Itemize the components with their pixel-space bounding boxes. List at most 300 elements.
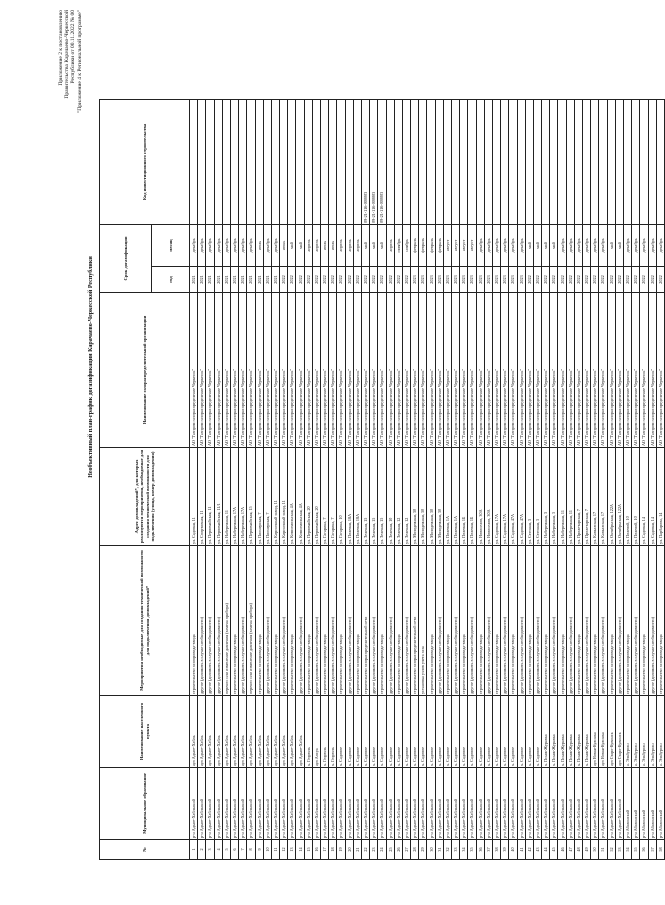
year-cell: 2022 (345, 267, 353, 293)
operator-cell: АО "Газпром газораспределение Черкесск" (632, 293, 640, 448)
month-cell: август (443, 224, 451, 266)
operator-cell: АО "Газпром газораспределение Черкесск" (591, 293, 599, 448)
operator-cell: АО "Газпром газораспределение Черкесск" (411, 293, 419, 448)
address-cell: ул. Кирпичный завод, 11 (280, 448, 288, 546)
row-number: 14 (296, 840, 304, 860)
table-row (255, 99, 263, 859)
settlement-cell: х. Садовое (468, 696, 476, 768)
address-cell: ул. Комсомольская, 4А (296, 448, 304, 546)
address-cell: ул. Полевая, 18А (353, 448, 361, 546)
activity-cell: строительство газопровода-ввода (394, 546, 402, 696)
table-row (583, 99, 591, 859)
month-cell: декабрь (484, 224, 492, 266)
operator-cell: АО "Газпром газораспределение Черкесск" (271, 293, 279, 448)
activity-cell: строительство газопровода-ввода (476, 546, 484, 696)
row-number: 16 (312, 840, 320, 860)
year-cell: 2023 (460, 267, 468, 293)
row-number: 5 (222, 840, 230, 860)
operator-cell: АО "Газпром газораспределение Черкесск" (419, 293, 427, 448)
operator-cell: АО "Газпром газораспределение Черкесск" (198, 293, 206, 448)
settlement-cell: х. Садовое (370, 696, 378, 768)
operator-cell: АО "Газпром газораспределение Черкесск" (468, 293, 476, 448)
table-row (501, 99, 509, 859)
code-cell (321, 99, 329, 224)
operator-cell: АО "Газпром газораспределение Черкесск" (542, 293, 550, 448)
table-row (206, 99, 214, 859)
address-cell: ул. Степная, 3 (525, 448, 533, 546)
municipality-cell: р-н Адыге-Хабльский (271, 768, 279, 840)
row-number: 58 (656, 840, 664, 860)
year-cell: 2022 (296, 267, 304, 293)
table-row (533, 99, 541, 859)
year-cell: 2022 (599, 267, 607, 293)
month-cell: декабрь (599, 224, 607, 266)
operator-cell: АО "Газпром газораспределение Черкесск" (648, 293, 656, 448)
code-cell (337, 99, 345, 224)
activity-cell: строительство газопровода-ввода (378, 546, 386, 696)
column-header-operator: Наименование газораспределительной организации (100, 293, 190, 448)
month-cell: декабрь (247, 224, 255, 266)
table-row (247, 99, 255, 859)
activity-cell: строительство газораспределительной сети (361, 546, 369, 696)
row-number: 49 (583, 840, 591, 860)
activity-cell: другое (доложить в случае необходимости) (296, 546, 304, 696)
table-row (550, 99, 558, 859)
activity-cell: другое (доложить в случае необходимости) (345, 546, 353, 696)
table-row (460, 99, 468, 859)
code-cell: 09-21-116-000003 (378, 99, 386, 224)
activity-cell: строительство газопровода-ввода (591, 546, 599, 696)
year-cell: 2022 (607, 267, 615, 293)
table-row (525, 99, 533, 859)
year-cell: 2022 (640, 267, 648, 293)
municipality-cell: р-н Адыге-Хабльский (214, 768, 222, 840)
activity-cell: другое (доложить в случае необходимости) (370, 546, 378, 696)
address-cell: ул. Октябрьская, 122А (615, 448, 623, 546)
month-cell: апрель (304, 224, 312, 266)
month-cell: декабрь (517, 224, 525, 266)
code-cell (509, 99, 517, 224)
code-cell (345, 99, 353, 224)
code-cell (492, 99, 500, 224)
month-cell: май (550, 224, 558, 266)
table-row (345, 99, 353, 859)
approval-line: Приложение 2 к постановлению (58, 10, 64, 86)
code-cell (206, 99, 214, 224)
month-cell: декабрь (640, 224, 648, 266)
month-cell: декабрь (230, 224, 238, 266)
year-cell: 2023 (468, 267, 476, 293)
settlement-cell: аул Адыге-Хабль (190, 696, 198, 768)
activity-cell: строительство газопровода-ввода (190, 546, 198, 696)
table-row (615, 99, 623, 859)
row-number: 54 (623, 840, 631, 860)
row-number: 46 (558, 840, 566, 860)
settlement-cell: х. Садовое (345, 696, 353, 768)
document-title: Необъективный план-график догазификации Карачаево-Черкесской Республики (88, 256, 94, 478)
table-row (296, 99, 304, 859)
table-row (591, 99, 599, 859)
table-row (509, 99, 517, 859)
settlement-cell: х. Садовое (361, 696, 369, 768)
month-cell: декабрь (632, 224, 640, 266)
year-cell: 2022 (632, 267, 640, 293)
settlement-cell: х. Псыж-Журавка (566, 696, 574, 768)
year-cell: 2021 (190, 267, 198, 293)
year-cell: 2022 (370, 267, 378, 293)
column-header-deadline: Срок догазификации (100, 224, 152, 292)
code-cell (239, 99, 247, 224)
municipality-cell: р-н Абазинский (640, 768, 648, 840)
row-number: 15 (304, 840, 312, 860)
year-cell: 2022 (304, 267, 312, 293)
month-cell: апрель (386, 224, 394, 266)
settlement-cell: х. Садовое (452, 696, 460, 768)
month-cell: июль (255, 224, 263, 266)
operator-cell: АО "Газпром газораспределение Черкесск" (550, 293, 558, 448)
approval-block (58, 10, 83, 255)
operator-cell: АО "Газпром газораспределение Черкесск" (394, 293, 402, 448)
settlement-cell: аул Старо-Кувинск (615, 696, 623, 768)
municipality-cell: р-н Адыге-Хабльский (525, 768, 533, 840)
settlement-cell: х. Садовое (419, 696, 427, 768)
table-row (214, 99, 222, 859)
address-cell: ул. Первомайская, 15 (247, 448, 255, 546)
table-row (476, 99, 484, 859)
row-number: 35 (468, 840, 476, 860)
operator-cell: АО "Газпром газораспределение Черкесск" (599, 293, 607, 448)
address-cell: ул. Садовая, 47А (509, 448, 517, 546)
activity-cell: строительство газопровода-ввода (427, 546, 435, 696)
address-cell: ул. Набережная, 17А (230, 448, 238, 546)
settlement-cell: аул Адыге-Хабль (263, 696, 271, 768)
year-cell: 2022 (656, 267, 664, 293)
code-cell (411, 99, 419, 224)
table-row (484, 99, 492, 859)
year-cell: 2023 (501, 267, 509, 293)
column-header-settlement: Наименование населенного пункта (100, 696, 190, 768)
activity-cell: строительство газопровода-ввода (640, 546, 648, 696)
row-number: 11 (271, 840, 279, 860)
municipality-cell: р-н Адыге-Хабльский (533, 768, 541, 840)
activity-cell: строительство газопровода-ввода (288, 546, 296, 696)
operator-cell: АО "Газпром газораспределение Черкесск" (288, 293, 296, 448)
activity-cell: строительство газопровода-ввода (623, 546, 631, 696)
code-cell (312, 99, 320, 224)
operator-cell: АО "Газпром газораспределение Черкесск" (304, 293, 312, 448)
code-cell (550, 99, 558, 224)
row-number: 27 (402, 840, 410, 860)
table-row (402, 99, 410, 859)
settlement-cell: аул Адыге-Хабль (247, 696, 255, 768)
operator-cell: АО "Газпром газораспределение Черкесск" (476, 293, 484, 448)
year-cell: 2023 (435, 267, 443, 293)
settlement-cell: х. Садовое (476, 696, 484, 768)
code-cell (288, 99, 296, 224)
table-row (566, 99, 574, 859)
activity-cell: другое (доложить в случае необходимости) (484, 546, 492, 696)
municipality-cell: р-н Адыге-Хабльский (304, 768, 312, 840)
year-cell: 2022 (321, 267, 329, 293)
municipality-cell: р-н Адыге-Хабльский (230, 768, 238, 840)
settlement-cell: х. Псыж-Журавка (542, 696, 550, 768)
year-cell: 2022 (623, 267, 631, 293)
address-cell: ул. Первомайская, 20 (304, 448, 312, 546)
table-row (623, 99, 631, 859)
settlement-cell: х. Садовое (501, 696, 509, 768)
address-cell: ул. Набережная, 3 (542, 448, 550, 546)
gasification-plan-table (99, 99, 665, 860)
settlement-cell: аул Старо-Кувинск (607, 696, 615, 768)
year-cell: 2022 (550, 267, 558, 293)
table-row (386, 99, 394, 859)
activity-cell: строительство газопровода-ввода (574, 546, 582, 696)
code-cell (271, 99, 279, 224)
row-number: 33 (452, 840, 460, 860)
address-cell: ул. Пионерская, 7 (255, 448, 263, 546)
operator-cell: АО "Газпром газораспределение Черкесск" (583, 293, 591, 448)
municipality-cell: р-н Адыге-Хабльский (345, 768, 353, 840)
activity-cell: строительство газопровода-ввода (443, 546, 451, 696)
activity-cell: другое (доложить в случае необходимости) (239, 546, 247, 696)
address-cell: ул. Кирпичный завод, 11 (271, 448, 279, 546)
year-cell: 2021 (239, 267, 247, 293)
table-row (517, 99, 525, 859)
row-number: 53 (615, 840, 623, 860)
municipality-cell: р-н Адыге-Хабльский (394, 768, 402, 840)
table-row (280, 99, 288, 859)
operator-cell: АО "Газпром газораспределение Черкесск" (214, 293, 222, 448)
table-row (353, 99, 361, 859)
table-row (288, 99, 296, 859)
month-cell: август (452, 224, 460, 266)
municipality-cell: р-н Адыге-Хабльский (468, 768, 476, 840)
column-header-num: № (100, 840, 190, 860)
year-cell: 2022 (337, 267, 345, 293)
operator-cell: АО "Газпром газораспределение Черкесск" (460, 293, 468, 448)
address-cell: ул. Пролетарская, 7 (574, 448, 582, 546)
municipality-cell: р-н Абазинский (632, 768, 640, 840)
activity-cell: строительство газопровода-ввода (492, 546, 500, 696)
operator-cell: АО "Газпром газораспределение Черкесск" (230, 293, 238, 448)
operator-cell: АО "Газпром газораспределение Черкесск" (386, 293, 394, 448)
address-cell: ул. Садовая, 14 (640, 448, 648, 546)
activity-cell: другое (доложить в случае необходимости) (198, 546, 206, 696)
operator-cell: АО "Газпром газораспределение Черкесск" (558, 293, 566, 448)
activity-cell: строительство газопровода-ввода (542, 546, 550, 696)
month-cell: декабрь (566, 224, 574, 266)
operator-cell: АО "Газпром газораспределение Черкесск" (402, 293, 410, 448)
operator-cell: АО "Газпром газораспределение Черкесск" (296, 293, 304, 448)
row-number: 32 (443, 840, 451, 860)
month-cell: май (361, 224, 369, 266)
activity-cell: перенос или изменение давления (замена прибора) (247, 546, 255, 696)
activity-cell: другое (доложить в случае необходимости) (329, 546, 337, 696)
activity-cell: другое (доложить в случае необходимости) (214, 546, 222, 696)
address-cell: ул. Набережная, 11 (558, 448, 566, 546)
operator-cell: АО "Газпром газораспределение Черкесск" (517, 293, 525, 448)
code-cell (525, 99, 533, 224)
year-cell: 2022 (353, 267, 361, 293)
table-row (411, 99, 419, 859)
activity-cell: строительство газораспределительной сети (411, 546, 419, 696)
municipality-cell: р-н Адыге-Хабльский (574, 768, 582, 840)
address-cell: ул. Парбарова, 14 (656, 448, 664, 546)
code-cell (542, 99, 550, 224)
table-row (263, 99, 271, 859)
operator-cell: АО "Газпром газораспределение Черкесск" (255, 293, 263, 448)
table-body (190, 99, 665, 859)
municipality-cell: р-н Адыге-Хабльский (206, 768, 214, 840)
year-cell: 2021 (222, 267, 230, 293)
municipality-cell: р-н Адыге-Хабльский (378, 768, 386, 840)
municipality-cell: р-н Адыге-Хабльский (263, 768, 271, 840)
settlement-cell: х. Псыж-Журавка (550, 696, 558, 768)
year-cell: 2022 (533, 267, 541, 293)
row-number: 19 (337, 840, 345, 860)
municipality-cell: р-н Адыге-Хабльский (443, 768, 451, 840)
address-cell: ул. Набережная, 3 (550, 448, 558, 546)
year-cell: 2022 (312, 267, 320, 293)
address-cell: ул. Набережная, 11 (222, 448, 230, 546)
year-cell: 2022 (402, 267, 410, 293)
activity-cell: другое (доложить в случае необходимости) (583, 546, 591, 696)
year-cell: 2023 (476, 267, 484, 293)
row-number: 55 (632, 840, 640, 860)
code-cell (386, 99, 394, 224)
activity-cell: строительство газопровода-ввода (321, 546, 329, 696)
month-cell: декабрь (214, 224, 222, 266)
activity-cell: другое (доложить в случае необходимости) (280, 546, 288, 696)
year-cell: 2021 (214, 267, 222, 293)
row-number: 13 (288, 840, 296, 860)
code-cell (558, 99, 566, 224)
operator-cell: АО "Газпром газораспределение Черкесск" (484, 293, 492, 448)
municipality-cell: р-н Адыге-Хабльский (509, 768, 517, 840)
code-cell (394, 99, 402, 224)
activity-cell: строительство газопровода-ввода (353, 546, 361, 696)
row-number: 7 (239, 840, 247, 860)
address-cell: ул. Полевая, 1А (452, 448, 460, 546)
month-cell: декабрь (509, 224, 517, 266)
municipality-cell: р-н Адыге-Хабльский (476, 768, 484, 840)
address-cell: ул. Зеленая, 12 (394, 448, 402, 546)
code-cell (190, 99, 198, 224)
settlement-cell: х. Садовое (460, 696, 468, 768)
year-cell: 2022 (591, 267, 599, 293)
row-number: 20 (345, 840, 353, 860)
year-cell: 2023 (443, 267, 451, 293)
operator-cell: АО "Газпром газораспределение Черкесск" (263, 293, 271, 448)
operator-cell: АО "Газпром газораспределение Черкесск" (353, 293, 361, 448)
table-row (443, 99, 451, 859)
year-cell: 2023 (427, 267, 435, 293)
activity-cell: строительство газопровода-ввода (337, 546, 345, 696)
municipality-cell: р-н Абазинский (648, 768, 656, 840)
column-header-month: месяц (152, 224, 190, 266)
municipality-cell: р-н Адыге-Хабльский (607, 768, 615, 840)
row-number: 39 (501, 840, 509, 860)
code-cell (607, 99, 615, 224)
activity-cell: перенос или изменение давления (замена прибора) (222, 546, 230, 696)
settlement-cell: аул Новая-Кулинка (591, 696, 599, 768)
row-number: 29 (419, 840, 427, 860)
row-number: 24 (378, 840, 386, 860)
month-cell: декабрь (501, 224, 509, 266)
year-cell: 2021 (247, 267, 255, 293)
operator-cell: АО "Газпром газораспределение Черкесск" (239, 293, 247, 448)
row-number: 47 (566, 840, 574, 860)
year-cell: 2023 (484, 267, 492, 293)
operator-cell: АО "Газпром газораспределение Черкесск" (623, 293, 631, 448)
municipality-cell: р-н Адыге-Хабльский (419, 768, 427, 840)
municipality-cell: р-н Адыге-Хабльский (353, 768, 361, 840)
table-row (648, 99, 656, 859)
column-header-municipality: Муниципальное образование (100, 768, 190, 840)
code-cell (435, 99, 443, 224)
table-row (239, 99, 247, 859)
address-cell: ул. Садовая, 17А (492, 448, 500, 546)
address-cell: ул. Зеленая, 10 (386, 448, 394, 546)
table-row (329, 99, 337, 859)
settlement-cell: аул Адыге-Хабль (206, 696, 214, 768)
approval-line: "Приложение 4 к Региональной программе" (76, 10, 83, 113)
table-row (337, 99, 345, 859)
code-cell: 09-21-116-000003 (361, 99, 369, 224)
municipality-cell: р-н Адыге-Хабльский (321, 768, 329, 840)
activity-cell: строительство газопровода-ввода (656, 546, 664, 696)
table-row (321, 99, 329, 859)
code-cell (280, 99, 288, 224)
table-row (452, 99, 460, 859)
address-cell: ул. Полевая, 1А (443, 448, 451, 546)
address-cell: ул. Октябрьская, 122А (607, 448, 615, 546)
settlement-cell: х. Гюрюль (321, 696, 329, 768)
address-cell: ул. Садовая, 17А (501, 448, 509, 546)
municipality-cell: р-н Адыге-Хабльский (452, 768, 460, 840)
address-cell: ул. Полевой, 10 (632, 448, 640, 546)
operator-cell: АО "Газпром газораспределение Черкесск" (615, 293, 623, 448)
address-cell: ул. Первомайская, 11 (206, 448, 214, 546)
settlement-cell: х. Садовое (525, 696, 533, 768)
row-number: 17 (321, 840, 329, 860)
settlement-cell: х. Садовое (484, 696, 492, 768)
row-number: 48 (574, 840, 582, 860)
month-cell: февраль (411, 224, 419, 266)
row-number: 9 (255, 840, 263, 860)
month-cell: декабрь (648, 224, 656, 266)
code-cell (329, 99, 337, 224)
address-cell: ул. Полевая, 1Б (468, 448, 476, 546)
month-cell: май (607, 224, 615, 266)
operator-cell: АО "Газпром газораспределение Черкесск" (492, 293, 500, 448)
address-cell: ул. Пролетарская, 7 (583, 448, 591, 546)
settlement-cell: аул Адыге-Хабль (214, 696, 222, 768)
year-cell: 2022 (542, 267, 550, 293)
table-row (378, 99, 386, 859)
code-cell (304, 99, 312, 224)
year-cell: 2023 (492, 267, 500, 293)
row-number: 10 (263, 840, 271, 860)
settlement-cell: аул Адыге-Хабль (230, 696, 238, 768)
municipality-cell: р-н Адыге-Хабльский (542, 768, 550, 840)
municipality-cell: р-н Адыге-Хабльский (492, 768, 500, 840)
address-cell: ул. Новоселов, 30А (484, 448, 492, 546)
activity-cell: строительство газопровода-ввода (607, 546, 615, 696)
row-number: 23 (370, 840, 378, 860)
settlement-cell: аул Адыге-Хабль (198, 696, 206, 768)
address-cell: ул. Зеленая, 15 (370, 448, 378, 546)
